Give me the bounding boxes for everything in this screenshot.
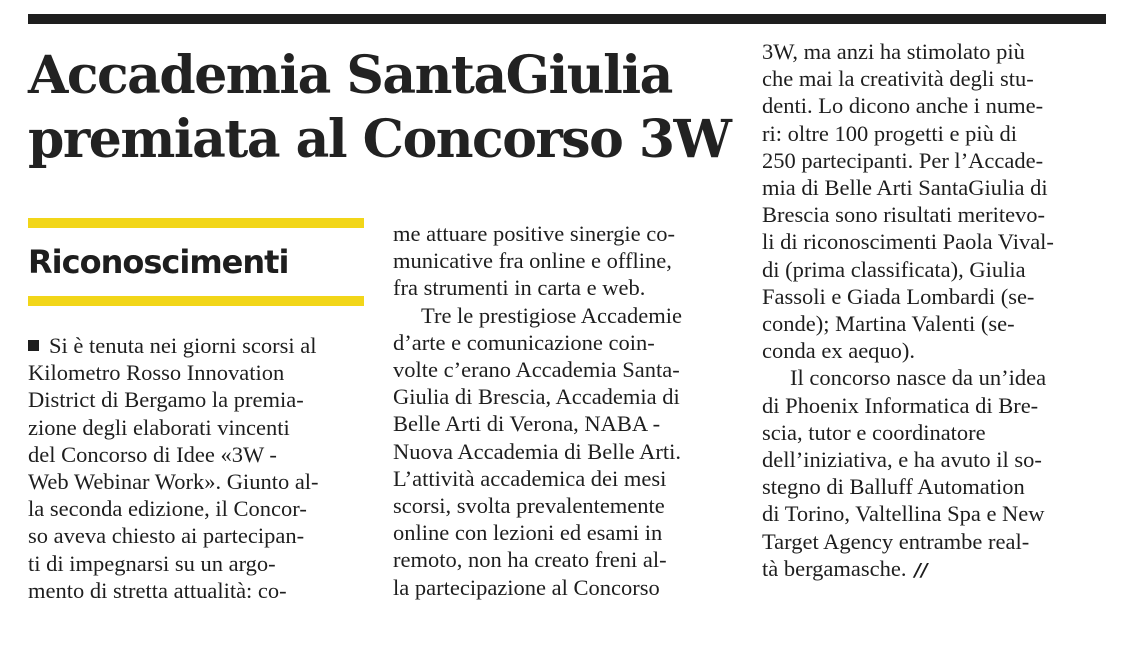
text-line: Nuova Accademia di Belle Arti.: [393, 438, 682, 464]
text-line: che mai la creatività degli stu-: [762, 66, 1034, 92]
text-line: [762, 555, 1106, 584]
text-line: volte c’erano Accademia Santa-: [393, 357, 680, 383]
text-line: la partecipazione al Concorso: [393, 574, 660, 600]
article-column-2: [393, 220, 737, 601]
text-line: Web Webinar Work». Giunto al-: [28, 469, 319, 495]
text-line: online con lezioni ed esami in: [393, 520, 663, 546]
text-line: scorsi, svolta prevalentemente: [393, 493, 665, 519]
text-line-content: tà bergamasche.: [762, 555, 907, 581]
text-line: li di riconoscimenti Paola Vival-: [762, 229, 1054, 255]
text-line: Kilometro Rosso Innovation: [28, 360, 285, 386]
text-line: di (prima classificata), Giulia: [762, 256, 1026, 282]
paragraph: [762, 38, 1106, 364]
text-line: mia di Belle Arti SantaGiulia di: [762, 175, 1048, 201]
text-line: di Torino, Valtellina Spa e New: [762, 501, 1045, 527]
text-line: mento di stretta attualità: co-: [28, 577, 287, 603]
text-line: Il concorso nasce da un’idea: [790, 365, 1047, 391]
text-line: 3W, ma anzi ha stimolato più: [762, 39, 1025, 64]
text-line: L’attività accademica dei mesi: [393, 465, 667, 491]
text-line: fra strumenti in carta e web.: [393, 275, 646, 301]
text-line: stegno di Balluff Automation: [762, 474, 1025, 500]
text-line: denti. Lo dicono anche i nume-: [762, 93, 1044, 119]
kicker-rule-top: [28, 218, 364, 228]
text-line: Target Agency entrambe real-: [762, 528, 1030, 554]
text-line: ri: oltre 100 progetti e più di: [762, 120, 1017, 146]
kicker-rule-bottom: [28, 296, 364, 306]
text-line: di Phoenix Informatica di Bre-: [762, 392, 1039, 418]
text-line: ti di impegnarsi su un argo-: [28, 550, 276, 576]
paragraph: [762, 364, 1106, 584]
end-mark: //: [914, 559, 928, 581]
text-line: la seconda edizione, il Concor-: [28, 496, 307, 522]
text-line: dell’iniziativa, e ha avuto il so-: [762, 447, 1042, 473]
text-line: conda ex aequo).: [762, 338, 916, 364]
text-line: Brescia sono risultati meritevo-: [762, 202, 1046, 228]
headline-line: premiata al Concorso 3W: [28, 109, 731, 170]
bullet-square-icon: [28, 340, 39, 351]
text-line: District di Bergamo la premia-: [28, 387, 304, 413]
paragraph: [393, 220, 737, 302]
text-line: zione degli elaborati vincenti: [28, 414, 290, 440]
article-column-3: [762, 38, 1106, 584]
top-rule: [28, 14, 1106, 24]
headline-line: Accademia SantaGiulia: [28, 45, 672, 106]
text-line: remoto, non ha creato freni al-: [393, 547, 667, 573]
headline: [28, 44, 748, 172]
paragraph: [28, 332, 368, 604]
text-line: Giulia di Brescia, Accademia di: [393, 384, 680, 410]
text-line: scia, tutor e coordinatore: [762, 419, 986, 445]
text-line: del Concorso di Idee «3W -: [28, 441, 277, 467]
text-line: 250 partecipanti. Per l’Accade-: [762, 147, 1044, 173]
text-line: d’arte e comunicazione coin-: [393, 329, 655, 355]
text-line: conde); Martina Valenti (se-: [762, 311, 1015, 337]
text-line-content: Si è tenuta nei giorni scorsi al: [49, 333, 317, 358]
text-line: Belle Arti di Verona, NABA -: [393, 411, 661, 437]
text-line: Fassoli e Giada Lombardi (se-: [762, 283, 1035, 309]
text-line: [28, 332, 368, 359]
text-line: me attuare positive sinergie co-: [393, 221, 675, 246]
paragraph: [393, 302, 737, 601]
section-label: Riconoscimenti: [28, 243, 289, 281]
article-column-1: [28, 332, 368, 604]
text-line: municative fra online e offline,: [393, 248, 672, 274]
text-line: so aveva chiesto ai partecipan-: [28, 523, 305, 549]
text-line: Tre le prestigiose Accademie: [421, 302, 682, 328]
